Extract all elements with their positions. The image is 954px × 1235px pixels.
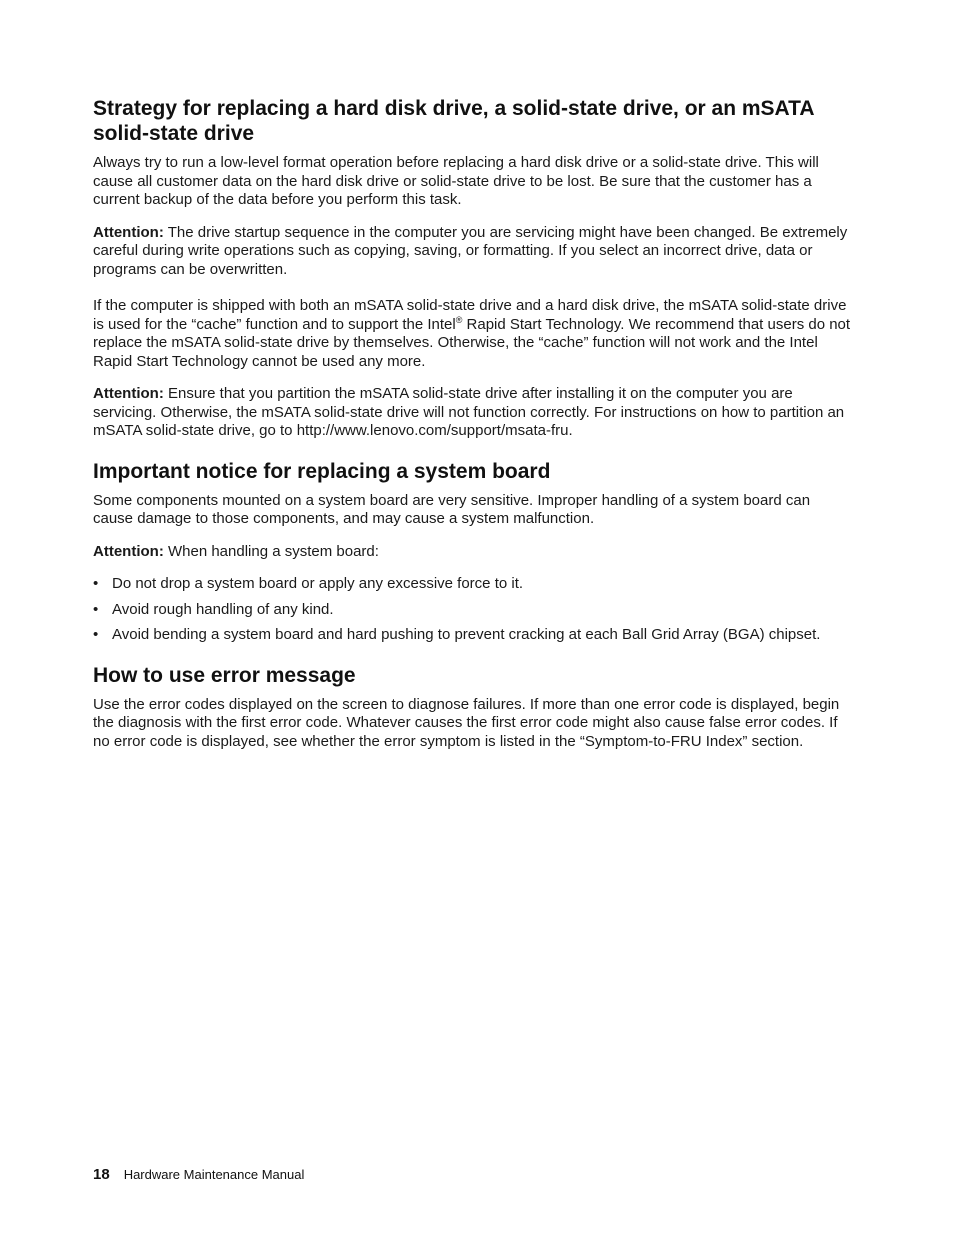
paragraph-sensitive-components: Some components mounted on a system board are very sensitive. Improper handling of a system board can cause damage to those components, and may cause a system malfunction. bbox=[93, 491, 811, 527]
paragraph-msata-cache bbox=[93, 297, 853, 371]
section-heading-error-message: How to use error message bbox=[93, 663, 356, 687]
list-item bbox=[93, 626, 853, 645]
paragraph-text-part1: If the computer is shipped with both an mSATA solid-state drive and a hard disk drive, the mSATA solid-state drive is used for the “cache” function and to support the Intel bbox=[93, 297, 847, 333]
attention-note-startup-sequence bbox=[93, 224, 853, 280]
handling-bullet-list bbox=[93, 575, 853, 645]
bullet-marker: • bbox=[93, 600, 99, 618]
attention-text: The drive startup sequence in the computer you are servicing might have been changed. Be extremely careful during write operations such as copying, saving, or formatting. If you select an incorrect drive, data or programs can be overwritten. bbox=[93, 223, 848, 278]
bullet-marker: • bbox=[93, 575, 99, 592]
attention-note-system-board bbox=[93, 543, 853, 562]
section-heading-strategy: Strategy for replacing a hard disk drive, a solid-state drive, or an mSATA solid-state drive bbox=[93, 97, 814, 145]
list-item bbox=[93, 575, 853, 594]
manual-title: Hardware Maintenance Manual bbox=[123, 1167, 305, 1182]
list-item-text: Avoid bending a system board and hard pushing to prevent cracking at each Ball Grid Array (BGA) chipset. bbox=[112, 626, 821, 643]
list-item bbox=[93, 601, 853, 620]
bullet-marker: • bbox=[93, 626, 99, 643]
paragraph-error-codes: Use the error codes displayed on the screen to diagnose failures. If more than one error code is displayed, begin the diagnosis with the first error code. Whatever causes the first error code might also cause false error codes. If no error code is displayed, see whether the error symptom is listed in the “Symptom-to-FRU Index” section. bbox=[93, 695, 840, 750]
page-footer bbox=[93, 1166, 304, 1183]
registered-mark: ® bbox=[455, 314, 463, 325]
attention-label: Attention: bbox=[93, 542, 164, 560]
attention-note-partition bbox=[93, 385, 853, 441]
paragraph-low-level-format: Always try to run a low-level format operation before replacing a hard disk drive or a solid-state drive. This will cause all customer data on the hard disk drive or solid-state drive to be lost. Be sure that the customer has a current backup of the data before you perform this task. bbox=[93, 154, 819, 208]
list-item-text: Avoid rough handling of any kind. bbox=[112, 600, 334, 618]
paragraph-text-part2: Rapid Start Technology. We recommend that users do not replace the mSATA solid-state drive by themselves. Otherwise, the “cache” function will not work and the Intel Rapid Start Technology cannot be used any more. bbox=[93, 315, 851, 370]
attention-label: Attention: bbox=[93, 385, 164, 402]
attention-label: Attention: bbox=[93, 223, 164, 241]
attention-text: Ensure that you partition the mSATA solid-state drive after installing it on the computer you are servicing. Otherwise, the mSATA solid-state drive will not function correctly. For instructions on how to partition an mSATA solid-state drive, go to http://www.lenovo.com/support/msata-fru. bbox=[93, 385, 845, 439]
list-item-text: Do not drop a system board or apply any excessive force to it. bbox=[112, 575, 524, 592]
document-body bbox=[93, 96, 853, 765]
section-heading-system-board: Important notice for replacing a system board bbox=[93, 459, 551, 483]
page-number: 18 bbox=[93, 1166, 110, 1183]
attention-text: When handling a system board: bbox=[167, 542, 379, 560]
